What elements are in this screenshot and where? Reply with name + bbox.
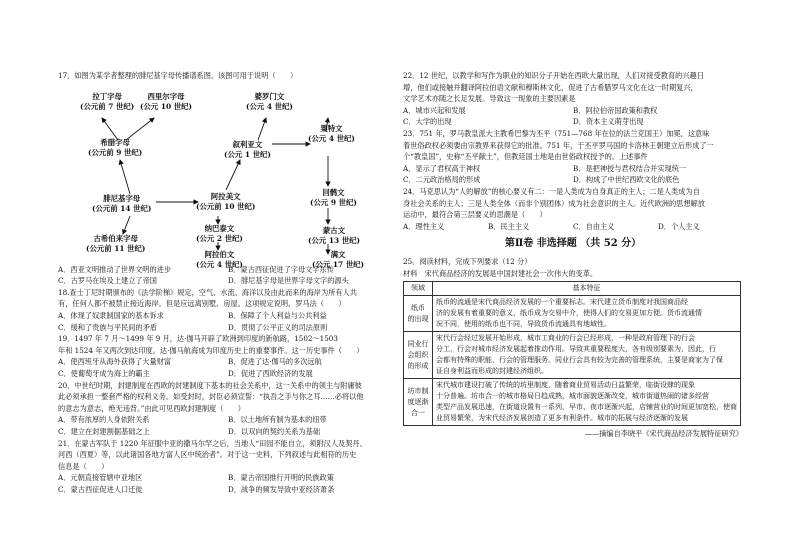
q24-option-b[interactable]: B．民主主义 xyxy=(488,221,530,231)
q18-option-d[interactable]: D．贯彻了公平正义的司法原则 xyxy=(228,322,328,332)
material-intro: 材料 宋代商品经济的发展是中国封建社会一次伟大的变革。 xyxy=(403,268,598,278)
question-22-line2: 增，他们或接触并翻译阿拉伯语文献和穆斯林文化，促进了古希腊罗马文化在这一时期复兴， xyxy=(403,82,698,92)
phoenician-alphabet: 腓尼基字母 (公元前 14 世纪) xyxy=(92,193,152,213)
question-24-line2: 身社会关系的主人；三是人类全体（而非个别团体）成为社会意识的主人。近代欧洲的思想解放 xyxy=(403,198,705,208)
q17-option-c[interactable]: C．古罗马在埃及上建立了帝国 xyxy=(58,276,157,286)
q17-options-row2 xyxy=(58,275,390,287)
question-23-line1: 23．751 年，罗马教皇派大主教希巴黎为丕平（751—768 年在位的法兰克国王）加冕，这意味 xyxy=(403,128,710,138)
aramaic-script: 阿拉美文 (公元前 10 世纪) xyxy=(196,191,256,211)
q24-option-a[interactable]: A．理性主义 xyxy=(403,221,445,231)
q19-option-b[interactable]: B．促进了达·伽马的多次远航 xyxy=(228,357,322,367)
uyghur-script: 回鹘文 (公元 9 世纪) xyxy=(310,187,357,207)
left-column xyxy=(58,70,390,495)
q19-option-a[interactable]: A．使西班牙从海外获得了大量财富 xyxy=(58,357,172,367)
table-row xyxy=(404,296,741,332)
q23-options-row1 xyxy=(403,163,743,175)
q23-option-b[interactable]: B．是把神授与君权结合并实现统一 xyxy=(573,163,687,173)
question-18-line1: 18.查士丁尼时期颁布的《法学阶梯》规定，空气、水流、海洋以及由此而来的海岸为所有人共 xyxy=(58,287,357,297)
question-21-line1: 21．在蒙古军队于 1220 年征服中亚的撒马尔罕之后，当地人“田园不能自立，须附汉人及契丹、 xyxy=(58,438,367,448)
syriac-script: 叙利亚文 (公元 1 世纪) xyxy=(224,139,271,159)
material-table xyxy=(403,281,741,426)
row-key-guilds: 同业行 会组织 的形成 xyxy=(404,332,433,379)
row-text-market-system: 宋代城市建设打破了传统的坊里制度，随着商业贸易活动日益繁荣，临街设肆的现象 十分普遍。坊市合一的城市格局日趋成熟，城市面貌逐渐改变，城市街道热闹的诸多经营 类型产品发展迅速，在街道设置有一系列，早市、夜市逐渐兴起，店铺营业的时间更加宽松，使商 业贸易繁荣，为宋代经济发展创造了更多有利条件。城市的拓展与经济逐渐的发展 xyxy=(433,379,741,426)
q23-option-a[interactable]: A．显示了君权高于神权 xyxy=(403,163,481,173)
q18-option-a[interactable]: A．体现了奴隶制国家的基本诉求 xyxy=(58,310,164,320)
q18-options-row2 xyxy=(58,322,390,334)
q20-option-c[interactable]: C．建立在封建割据基础之上 xyxy=(58,426,150,436)
q18-option-b[interactable]: B．保障了个人利益与公共利益 xyxy=(228,310,327,320)
question-20-line1: 20．中世纪时期，封建制度在西欧的封建制度下基本的社会关系中，这一关系中的领主与附庸彼 xyxy=(58,380,362,390)
table-header-feature: 基本特征 xyxy=(433,282,741,296)
row-key-paper-money: 纸币 的出现 xyxy=(404,296,433,332)
q20-option-a[interactable]: A．带有浓厚的人身依附关系 xyxy=(58,415,150,425)
q17-option-a[interactable]: A．西亚文明推动了世界文明的进步 xyxy=(58,264,172,274)
q20-options-row2 xyxy=(58,426,390,438)
q19-options-row2 xyxy=(58,368,390,380)
q21-option-a[interactable]: A．元朝直接管辖中亚地区 xyxy=(58,473,143,483)
q22-option-a[interactable]: A．城市兴起和发展 xyxy=(403,105,466,115)
section-heading: 第Ⅱ卷 非选择题 （共 52 分） xyxy=(504,238,642,250)
row-key-market-system: 坊市制 度逐渐 合一 xyxy=(404,379,433,426)
q17-option-d[interactable]: D．腓尼基字母是世界字母文字的源头 xyxy=(228,276,349,286)
q17-option-b[interactable]: B．蒙古西征促进了字母文字东传 xyxy=(228,264,334,274)
row-text-paper-money: 纸币的流通是宋代商品经济发展的一个重要标志。宋代建立货币制度对我国商品经 济的发展有着重要的意义，纸币成为交易中介，使得人们的交易更加方便。货币流通情 况不同，使用的纸币也不同，导致货币流通具有地域性。 xyxy=(433,296,741,332)
cyrillic-alphabet: 西里尔字母 (公元 10 世纪) xyxy=(140,91,192,111)
q22-options-row2 xyxy=(403,116,743,128)
old-hebrew-alphabet: 古希伯来字母 (公元前 11 世纪) xyxy=(86,233,146,253)
question-22-line3: 文学艺术亦随之长足发展。导致这一现象的主要因素是 xyxy=(403,94,576,104)
question-20-line3: 的意志为意志，绝无违背。”由此可见西欧封建制度（ ） xyxy=(58,403,245,413)
q21-option-d[interactable]: D．战争的频发导致中亚经济萧条 xyxy=(228,484,335,494)
question-17: 17．如图为某学者整理的腓尼基字母传播谱系图。该图可用于说明（ ） xyxy=(58,71,298,80)
q19-option-d[interactable]: D．促进了西欧经济的发展 xyxy=(228,368,313,378)
q18-option-c[interactable]: C．缓和了贵族与平民间的矛盾 xyxy=(58,322,157,332)
question-23-line2: 着世俗政权必须要由宗教界来获得它的批准。751 年，于丕平罗马国的卡洛林王朝建立后形成了一 xyxy=(403,140,714,150)
q23-option-c[interactable]: C．二元政治格局的形成 xyxy=(403,175,481,185)
table-header-field: 领域 xyxy=(404,282,433,296)
question-19-line1: 19．1497 年 7 月～1499 年 9 月，达·伽马开辟了欧洲到印度的新航路，1502～1503 xyxy=(58,334,338,344)
q22-option-c[interactable]: C．大学的出现 xyxy=(403,117,452,127)
question-22-line1: 22．12 世纪，以教学和写作为职业的知识分子开始在西欧大量出现，人们对接受教育的兴趣日 xyxy=(403,71,704,80)
q22-option-b[interactable]: B．阿拉伯帝国政策和教权 xyxy=(573,105,658,115)
q20-options-row1 xyxy=(58,414,390,426)
q18-options-row1 xyxy=(58,310,390,322)
q21-options-row2 xyxy=(58,484,390,496)
q17-options-row1 xyxy=(58,264,390,276)
greek-alphabet: 希腊字母 (公元前 9 世纪) xyxy=(88,137,143,157)
q20-option-d[interactable]: D．以双向的契约关系为基础 xyxy=(228,426,321,436)
q24-option-d[interactable]: D．个人主义 xyxy=(658,221,700,231)
question-23-line3: 个“教皇国”，史称“丕平献土”，但教廷国土地是由世俗政权授予的。上述事件 xyxy=(403,152,648,162)
q19-option-c[interactable]: C．使葡萄牙成为海上的霸主 xyxy=(58,368,150,378)
question-21-line2: 河西（西夏）等，以此诸国各地方富人区中统治者”。对于这一史料，下列叙述与此相符的历史 xyxy=(58,450,357,460)
q21-options-row1 xyxy=(58,472,390,484)
q19-options-row1 xyxy=(58,356,390,368)
table-header-row xyxy=(404,282,741,296)
q21-option-b[interactable]: B．蒙古帝国推行开明的民族政策 xyxy=(228,473,334,483)
sogdian-script: 粟特文 (公元 4 世纪) xyxy=(308,123,355,143)
row-text-guilds: 宋代行会经过发展开始形成，城市工商业的行会已经形成，一种是政府管理下的行会 分工，行会对城市经济发展起着推动作用。导致其重要程度大，各有级别要素为，因此，行 会都有特殊的职能，行会的管理服务。同业行会具有较为完善的管理系统，主要是商家为了保 证自身利益而形成的封建经济组织。 xyxy=(433,332,741,379)
question-24-line3: 运动中，最符合第三层要义的思潮是（ ） xyxy=(403,210,547,220)
source-citation: ——摘编自李晓平《宋代商品经济发展特征研究》 xyxy=(584,429,743,439)
q23-options-row2 xyxy=(403,174,743,186)
q23-option-d[interactable]: D．构成了中世纪西欧文化的底色 xyxy=(573,175,680,185)
question-19-line2: 年和 1524 年又两次到达印度。达·伽马航海成为印度历史上的重要事件。这一历史事件（ ） xyxy=(58,345,364,355)
question-25: 25．阅读材料，完成下列要求（12 分） xyxy=(403,256,532,266)
q22-option-d[interactable]: D．资本主义萌芽出现 xyxy=(573,117,644,127)
manchu-script: 满文 (公元 17 世纪) xyxy=(312,249,364,269)
brahmi-script: 婆罗门文 (公元 4 世纪) xyxy=(246,91,293,111)
right-column xyxy=(403,70,743,440)
q21-option-c[interactable]: C．蒙古西征促进人口迁徙 xyxy=(58,484,143,494)
mongolian-script: 蒙古文 (公元 13 世纪) xyxy=(308,225,360,245)
table-row xyxy=(404,379,741,426)
q24-option-c[interactable]: C．自由主义 xyxy=(573,221,615,231)
nabataean-script: 纳巴泰文 (公元 2 世纪) xyxy=(196,223,243,243)
q24-options-row xyxy=(403,221,743,233)
question-21-line3: 信息是（ ） xyxy=(58,461,109,471)
question-18-line2: 有，任何人都不被禁止接近海岸。但是应远离别墅、房屋。这项规定说明，罗马法（ ） xyxy=(58,299,346,309)
arabic-script: 阿拉伯文 (公元 4 世纪) xyxy=(196,249,243,269)
question-20-line2: 此必须承担一整套严格的权利义务。如受封时，封臣必须宣誓：“执吾之手与你之耳……必将以他 xyxy=(58,392,364,402)
q20-option-b[interactable]: B．以土地所有制为基本的纽带 xyxy=(228,415,327,425)
table-row xyxy=(404,332,741,379)
question-24-line1: 24．马克思认为“人的解放”的核心要义有二：一是人类成为自身真正的主人；二是人类成为自 xyxy=(403,186,700,196)
latin-alphabet: 拉丁字母 (公元前 7 世纪) xyxy=(80,91,135,111)
q22-options-row1 xyxy=(403,105,743,117)
